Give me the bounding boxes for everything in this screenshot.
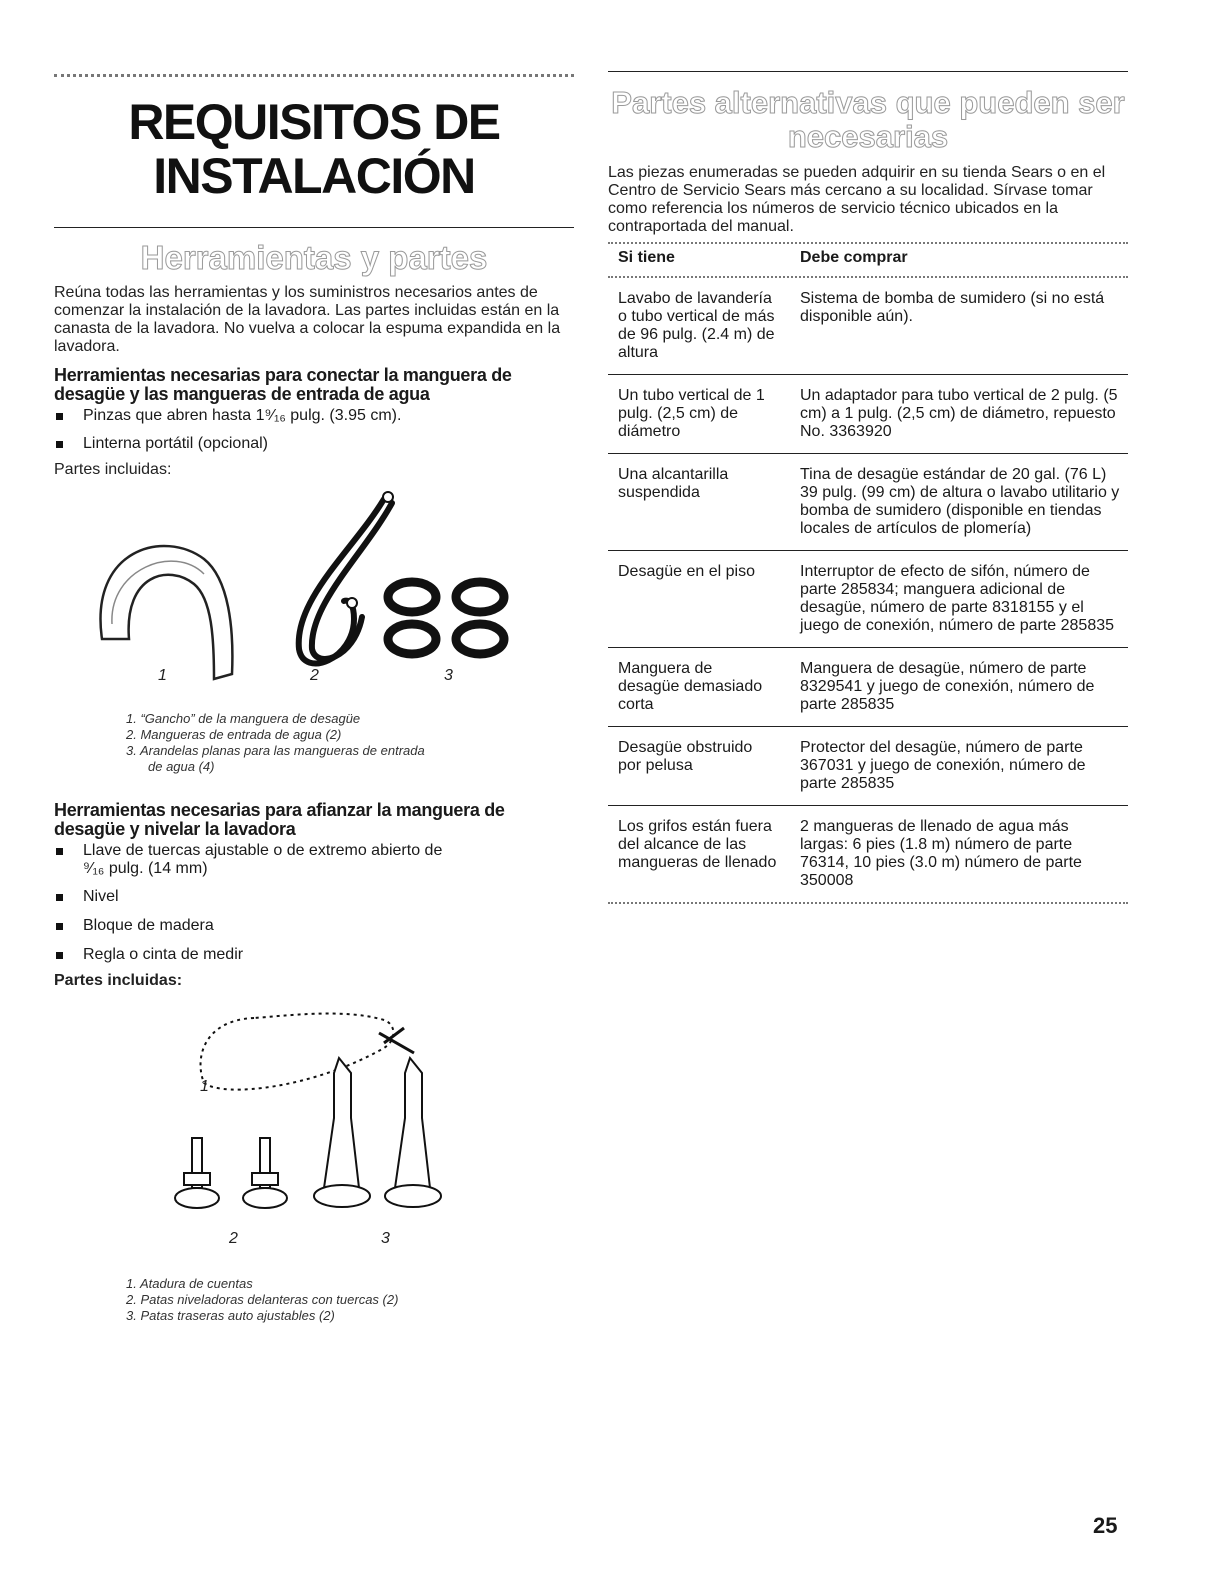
caption-line: de agua (4) [148,759,215,774]
title-rule [54,227,574,228]
figure-number: 2 [310,667,319,684]
parts-included-label: Partes incluidas: [54,461,172,478]
title-line-2: INSTALACIÓN [153,148,475,204]
table-row [608,454,1128,551]
cell-si-tiene: Lavabo de lavandería o tubo vertical de más de 96 pulg. (2.4 m) de altura [608,278,790,375]
alternative-parts-table [608,244,1128,276]
table-row [608,278,1128,375]
list-item: Bloque de madera [54,917,574,935]
tools-heading-level: Herramientas necesarias para afianzar la manguera de desagüe y nivelar la lavadora [54,800,505,839]
left-column [54,70,574,1324]
bullet-icon [56,441,63,448]
table-row [608,551,1128,648]
list-item: Regla o cinta de medir [54,946,574,964]
page-number: 25 [1093,1513,1118,1538]
intro-paragraph: Reúna todas las herramientas y los suministros necesarios antes de comenzar la instalación de la lavadora. Las partes incluidas están en la canasta de la lavadora. No vuelva a colocar la espuma expandida en la lavadora. [54,284,561,355]
cell-debe-comprar: Manguera de desagüe, número de parte 8329541 y juego de conexión, número de parte 285835 [790,648,1128,727]
drain-hook-icon [101,546,233,679]
title-line-1: REQUISITOS DE [128,94,500,150]
cell-si-tiene: Desagüe obstruido por pelusa [608,727,790,806]
figure-number: 3 [444,667,453,684]
table-row [608,727,1128,806]
caption-line: 1. Atadura de cuentas [126,1276,253,1291]
right-column [608,70,1128,904]
figure-number: 3 [381,1230,390,1247]
figure-number: 1 [200,1078,209,1095]
cell-debe-comprar: Protector del desagüe, número de parte 367031 y juego de conexión, número de parte 285835 [790,727,1128,806]
figure-hoses-caption [126,711,574,775]
table-row [608,375,1128,454]
bullet-icon [56,413,63,420]
caption-line: 3. Patas traseras auto ajustables (2) [126,1308,335,1323]
list-item: Nivel [54,888,574,906]
figure-number: 2 [229,1230,238,1247]
bullet-icon [56,894,63,901]
table-header: Si tiene [618,249,675,266]
tools-list-level [54,842,574,964]
figure-number: 1 [158,667,167,684]
bullet-icon [56,952,63,959]
top-dotted-rule [54,74,574,77]
figure-hoses-illustration [54,489,574,689]
rear-self-adjusting-legs-icon [314,1058,441,1207]
list-item: Pinzas que abren hasta 1⁹⁄₁₆ pulg. (3.95 cm). [54,407,574,425]
caption-line: 1. “Gancho” de la manguera de desagüe [126,711,361,726]
section-heading-tools: Herramientas y partes [140,239,488,276]
table-header: Debe comprar [800,249,908,266]
table-header-row [608,244,1128,276]
tools-heading-hoses: Herramientas necesarias para conectar la manguera de desagüe y las mangueras de entrada de agua [54,365,512,404]
figure-hoses [54,489,574,709]
cell-debe-comprar: Tina de desagüe estándar de 20 gal. (76 L) 39 pulg. (99 cm) de altura o lavabo utilitario y bomba de sumidero (disponible en tiendas locales de artículos de plomería) [790,454,1128,551]
parts-included-label-2: Partes incluidas: [54,972,183,989]
cell-si-tiene: Desagüe en el piso [608,551,790,648]
list-item: Llave de tuercas ajustable o de extremo abierto de ⁹⁄₁₆ pulg. (14 mm) [54,842,574,878]
cell-si-tiene: Los grifos están fuera del alcance de las mangueras de llenado [618,818,777,871]
front-leveling-legs-icon [175,1138,287,1208]
alternative-parts-table-body [608,278,1128,902]
cell-debe-comprar: 2 mangueras de llenado de agua más largas: 6 pies (1.8 m) número de parte 76314, 10 pies (3.0 m) número de parte 350008 [800,818,1082,889]
cell-si-tiene: Manguera de desagüe demasiado corta [608,648,790,727]
figure-feet-illustration [54,998,574,1248]
cell-si-tiene: Un tubo vertical de 1 pulg. (2,5 cm) de diámetro [608,375,790,454]
table-row [608,648,1128,727]
caption-line: 2. Mangueras de entrada de agua (2) [126,727,342,742]
cell-debe-comprar: Un adaptador para tubo vertical de 2 pulg. (5 cm) a 1 pulg. (2,5 cm) de diámetro, repuesto No. 3363920 [790,375,1128,454]
page-title [54,95,574,203]
caption-line: 3. Arandelas planas para las mangueras de entrada [126,743,425,758]
right-top-rule [608,71,1128,72]
tools-list-hoses [54,407,574,453]
table-row [608,806,1128,903]
inlet-hoses-icon [299,492,393,663]
figure-feet-caption [126,1276,574,1324]
caption-line: 2. Patas niveladoras delanteras con tuercas (2) [126,1292,399,1307]
alternative-parts-intro: Las piezas enumeradas se pueden adquirir en su tienda Sears o en el Centro de Servicio Sears más cercano a su localidad. Sírvase tomar como referencia los números de servicio técnico ubicados en la contraportada del manual. [608,164,1106,235]
bullet-icon [56,848,63,855]
list-item: Linterna portátil (opcional) [54,435,574,453]
cell-debe-comprar: Sistema de bomba de sumidero (si no está disponible aún). [790,278,1128,375]
bullet-icon [56,923,63,930]
cell-si-tiene: Una alcantarilla suspendida [608,454,790,551]
section-heading-alternative-parts: Partes alternativas que pueden ser necesarias [611,85,1125,154]
table-bottom-rule [608,902,1128,904]
cell-debe-comprar: Interruptor de efecto de sifón, número de parte 285834; manguera adicional de desagüe, número de parte 8318155 y el juego de conexión, número de parte 285835 [790,551,1128,648]
flat-washers-icon [388,582,504,654]
figure-feet [54,998,574,1268]
bead-tie-icon [201,1014,414,1090]
